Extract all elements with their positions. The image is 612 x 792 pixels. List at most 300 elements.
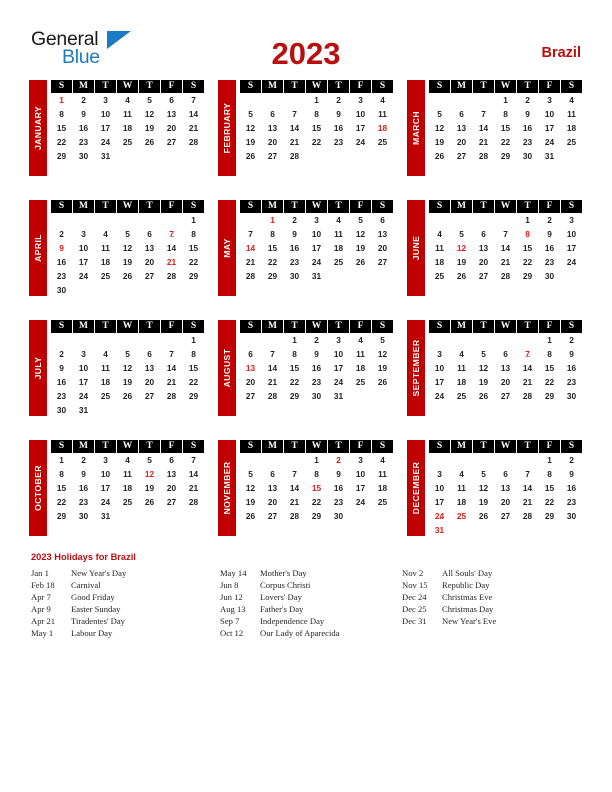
day-cell[interactable]: 25 <box>355 377 366 387</box>
day-cell[interactable]: 28 <box>188 137 199 147</box>
day-cell[interactable]: 31 <box>100 511 111 521</box>
day-cell[interactable]: 29 <box>289 391 300 401</box>
day-cell[interactable]: 12 <box>122 363 133 373</box>
day-cell[interactable]: 14 <box>166 243 177 253</box>
day-cell[interactable]: 8 <box>314 109 319 119</box>
day-cell[interactable]: 12 <box>478 483 489 493</box>
day-cell[interactable]: 13 <box>456 123 467 133</box>
day-cell[interactable]: 24 <box>566 257 577 267</box>
day-cell[interactable]: 5 <box>125 229 130 239</box>
day-cell[interactable]: 2 <box>569 455 574 465</box>
day-cell[interactable]: 16 <box>56 257 67 267</box>
day-cell[interactable]: 8 <box>547 469 552 479</box>
day-cell[interactable]: 16 <box>78 483 89 493</box>
day-cell[interactable]: 27 <box>500 511 511 521</box>
day-cell[interactable]: 1 <box>547 455 552 465</box>
day-cell[interactable]: 20 <box>267 497 278 507</box>
day-cell[interactable]: 14 <box>267 363 278 373</box>
day-cell[interactable]: 26 <box>122 391 133 401</box>
day-cell[interactable]: 12 <box>144 109 155 119</box>
day-cell[interactable]: 3 <box>314 215 319 225</box>
day-cell[interactable]: 26 <box>355 257 366 267</box>
day-cell[interactable]: 18 <box>355 363 366 373</box>
day-cell[interactable]: 5 <box>125 349 130 359</box>
day-cell[interactable]: 25 <box>100 271 111 281</box>
day-cell[interactable]: 20 <box>245 377 256 387</box>
day-cell[interactable]: 21 <box>166 257 177 267</box>
day-cell[interactable]: 28 <box>289 151 300 161</box>
day-cell[interactable]: 7 <box>503 229 508 239</box>
day-cell[interactable]: 27 <box>500 391 511 401</box>
day-cell[interactable]: 22 <box>544 377 555 387</box>
day-cell[interactable]: 25 <box>377 497 388 507</box>
day-cell[interactable]: 7 <box>169 229 174 239</box>
day-cell[interactable]: 10 <box>434 363 445 373</box>
day-cell[interactable]: 19 <box>122 377 133 387</box>
day-cell[interactable]: 24 <box>434 511 445 521</box>
day-cell[interactable]: 12 <box>377 349 388 359</box>
day-cell[interactable]: 21 <box>289 137 300 147</box>
day-cell[interactable]: 7 <box>169 349 174 359</box>
day-cell[interactable]: 13 <box>500 483 511 493</box>
day-cell[interactable]: 20 <box>377 243 388 253</box>
day-cell[interactable]: 12 <box>434 123 445 133</box>
day-cell[interactable]: 14 <box>289 123 300 133</box>
day-cell[interactable]: 21 <box>522 497 533 507</box>
day-cell[interactable]: 9 <box>336 469 341 479</box>
day-cell[interactable]: 8 <box>191 349 196 359</box>
day-cell[interactable]: 16 <box>333 123 344 133</box>
day-cell[interactable]: 30 <box>333 511 344 521</box>
day-cell[interactable]: 4 <box>358 335 363 345</box>
day-cell[interactable]: 13 <box>144 363 155 373</box>
day-cell[interactable]: 5 <box>358 215 363 225</box>
day-cell[interactable]: 19 <box>478 497 489 507</box>
day-cell[interactable]: 10 <box>566 229 577 239</box>
day-cell[interactable]: 8 <box>191 229 196 239</box>
day-cell[interactable]: 11 <box>123 109 132 119</box>
day-cell[interactable]: 17 <box>100 483 111 493</box>
day-cell[interactable]: 21 <box>166 377 177 387</box>
day-cell[interactable]: 15 <box>311 123 322 133</box>
day-cell[interactable]: 7 <box>270 349 275 359</box>
day-cell[interactable]: 30 <box>566 391 577 401</box>
day-cell[interactable]: 10 <box>544 109 555 119</box>
day-cell[interactable]: 24 <box>100 137 111 147</box>
day-cell[interactable]: 9 <box>81 109 86 119</box>
day-cell[interactable]: 5 <box>459 229 464 239</box>
day-cell[interactable]: 1 <box>314 95 319 105</box>
day-cell[interactable]: 10 <box>333 349 344 359</box>
day-cell[interactable]: 12 <box>456 243 467 253</box>
day-cell[interactable]: 14 <box>289 483 300 493</box>
day-cell[interactable]: 31 <box>434 525 445 535</box>
day-cell[interactable]: 1 <box>59 455 64 465</box>
day-cell[interactable]: 20 <box>144 257 155 267</box>
day-cell[interactable]: 4 <box>380 95 385 105</box>
day-cell[interactable]: 23 <box>333 137 344 147</box>
day-cell[interactable]: 24 <box>434 391 445 401</box>
day-cell[interactable]: 10 <box>311 229 322 239</box>
day-cell[interactable]: 4 <box>380 455 385 465</box>
day-cell[interactable]: 29 <box>544 391 555 401</box>
day-cell[interactable]: 25 <box>122 137 133 147</box>
day-cell[interactable]: 7 <box>481 109 486 119</box>
day-cell[interactable]: 20 <box>166 483 177 493</box>
day-cell[interactable]: 13 <box>144 243 155 253</box>
day-cell[interactable]: 11 <box>457 363 466 373</box>
day-cell[interactable]: 14 <box>500 243 511 253</box>
day-cell[interactable]: 21 <box>478 137 489 147</box>
day-cell[interactable]: 2 <box>336 455 341 465</box>
day-cell[interactable]: 28 <box>166 271 177 281</box>
day-cell[interactable]: 24 <box>544 137 555 147</box>
day-cell[interactable]: 27 <box>166 137 177 147</box>
day-cell[interactable]: 27 <box>478 271 489 281</box>
day-cell[interactable]: 11 <box>435 243 444 253</box>
day-cell[interactable]: 16 <box>333 483 344 493</box>
day-cell[interactable]: 22 <box>311 497 322 507</box>
day-cell[interactable]: 26 <box>245 511 256 521</box>
day-cell[interactable]: 7 <box>525 469 530 479</box>
day-cell[interactable]: 4 <box>459 469 464 479</box>
day-cell[interactable]: 2 <box>525 95 530 105</box>
day-cell[interactable]: 3 <box>547 95 552 105</box>
day-cell[interactable]: 5 <box>248 469 253 479</box>
day-cell[interactable]: 28 <box>478 151 489 161</box>
day-cell[interactable]: 19 <box>456 257 467 267</box>
day-cell[interactable]: 15 <box>56 483 67 493</box>
day-cell[interactable]: 1 <box>314 455 319 465</box>
day-cell[interactable]: 6 <box>147 349 152 359</box>
day-cell[interactable]: 6 <box>503 349 508 359</box>
day-cell[interactable]: 17 <box>78 377 89 387</box>
day-cell[interactable]: 23 <box>566 497 577 507</box>
day-cell[interactable]: 6 <box>147 229 152 239</box>
day-cell[interactable]: 14 <box>522 363 533 373</box>
day-cell[interactable]: 21 <box>289 497 300 507</box>
day-cell[interactable]: 15 <box>311 483 322 493</box>
day-cell[interactable]: 5 <box>248 109 253 119</box>
day-cell[interactable]: 29 <box>500 151 511 161</box>
day-cell[interactable]: 25 <box>456 391 467 401</box>
day-cell[interactable]: 25 <box>456 511 467 521</box>
day-cell[interactable]: 15 <box>289 363 300 373</box>
day-cell[interactable]: 2 <box>292 215 297 225</box>
day-cell[interactable]: 17 <box>434 497 445 507</box>
day-cell[interactable]: 16 <box>56 377 67 387</box>
day-cell[interactable]: 16 <box>544 243 555 253</box>
day-cell[interactable]: 29 <box>188 271 199 281</box>
day-cell[interactable]: 19 <box>122 257 133 267</box>
day-cell[interactable]: 1 <box>503 95 508 105</box>
day-cell[interactable]: 30 <box>56 285 67 295</box>
day-cell[interactable]: 16 <box>289 243 300 253</box>
day-cell[interactable]: 21 <box>245 257 256 267</box>
day-cell[interactable]: 4 <box>103 349 108 359</box>
day-cell[interactable]: 23 <box>311 377 322 387</box>
day-cell[interactable]: 22 <box>188 257 199 267</box>
day-cell[interactable]: 7 <box>191 455 196 465</box>
day-cell[interactable]: 26 <box>144 137 155 147</box>
day-cell[interactable]: 24 <box>355 137 366 147</box>
day-cell[interactable]: 10 <box>78 243 89 253</box>
day-cell[interactable]: 6 <box>270 469 275 479</box>
day-cell[interactable]: 27 <box>144 391 155 401</box>
day-cell[interactable]: 24 <box>78 391 89 401</box>
day-cell[interactable]: 29 <box>267 271 278 281</box>
day-cell[interactable]: 5 <box>481 349 486 359</box>
day-cell[interactable]: 6 <box>248 349 253 359</box>
day-cell[interactable]: 18 <box>100 257 111 267</box>
day-cell[interactable]: 15 <box>188 363 199 373</box>
day-cell[interactable]: 1 <box>191 335 196 345</box>
day-cell[interactable]: 16 <box>78 123 89 133</box>
day-cell[interactable]: 28 <box>289 511 300 521</box>
day-cell[interactable]: 1 <box>270 215 275 225</box>
day-cell[interactable]: 1 <box>292 335 297 345</box>
day-cell[interactable]: 5 <box>147 95 152 105</box>
day-cell[interactable]: 18 <box>333 243 344 253</box>
day-cell[interactable]: 6 <box>169 455 174 465</box>
day-cell[interactable]: 8 <box>314 469 319 479</box>
day-cell[interactable]: 20 <box>456 137 467 147</box>
day-cell[interactable]: 2 <box>314 335 319 345</box>
day-cell[interactable]: 9 <box>59 363 64 373</box>
day-cell[interactable]: 30 <box>311 391 322 401</box>
day-cell[interactable]: 21 <box>188 483 199 493</box>
day-cell[interactable]: 4 <box>103 229 108 239</box>
day-cell[interactable]: 13 <box>478 243 489 253</box>
day-cell[interactable]: 23 <box>522 137 533 147</box>
day-cell[interactable]: 9 <box>59 243 64 253</box>
day-cell[interactable]: 23 <box>544 257 555 267</box>
day-cell[interactable]: 22 <box>311 137 322 147</box>
day-cell[interactable]: 2 <box>59 229 64 239</box>
day-cell[interactable]: 29 <box>188 391 199 401</box>
day-cell[interactable]: 1 <box>191 215 196 225</box>
day-cell[interactable]: 13 <box>267 123 278 133</box>
day-cell[interactable]: 1 <box>547 335 552 345</box>
day-cell[interactable]: 13 <box>500 363 511 373</box>
day-cell[interactable]: 20 <box>478 257 489 267</box>
day-cell[interactable]: 28 <box>522 391 533 401</box>
day-cell[interactable]: 26 <box>478 391 489 401</box>
day-cell[interactable]: 26 <box>478 511 489 521</box>
day-cell[interactable]: 30 <box>566 511 577 521</box>
day-cell[interactable]: 3 <box>336 335 341 345</box>
day-cell[interactable]: 8 <box>503 109 508 119</box>
day-cell[interactable]: 10 <box>100 469 111 479</box>
day-cell[interactable]: 7 <box>248 229 253 239</box>
day-cell[interactable]: 25 <box>377 137 388 147</box>
day-cell[interactable]: 28 <box>500 271 511 281</box>
day-cell[interactable]: 28 <box>522 511 533 521</box>
day-cell[interactable]: 19 <box>434 137 445 147</box>
day-cell[interactable]: 5 <box>380 335 385 345</box>
day-cell[interactable]: 2 <box>59 349 64 359</box>
day-cell[interactable]: 2 <box>547 215 552 225</box>
day-cell[interactable]: 24 <box>100 497 111 507</box>
day-cell[interactable]: 9 <box>547 229 552 239</box>
day-cell[interactable]: 29 <box>56 511 67 521</box>
day-cell[interactable]: 1 <box>59 95 64 105</box>
day-cell[interactable]: 19 <box>478 377 489 387</box>
day-cell[interactable]: 6 <box>481 229 486 239</box>
day-cell[interactable]: 15 <box>544 363 555 373</box>
day-cell[interactable]: 9 <box>81 469 86 479</box>
day-cell[interactable]: 7 <box>525 349 530 359</box>
day-cell[interactable]: 18 <box>566 123 577 133</box>
day-cell[interactable]: 23 <box>566 377 577 387</box>
day-cell[interactable]: 27 <box>456 151 467 161</box>
day-cell[interactable]: 21 <box>267 377 278 387</box>
day-cell[interactable]: 24 <box>78 271 89 281</box>
day-cell[interactable]: 14 <box>478 123 489 133</box>
day-cell[interactable]: 9 <box>525 109 530 119</box>
day-cell[interactable]: 27 <box>267 151 278 161</box>
day-cell[interactable]: 11 <box>356 349 365 359</box>
day-cell[interactable]: 28 <box>188 497 199 507</box>
day-cell[interactable]: 22 <box>267 257 278 267</box>
day-cell[interactable]: 8 <box>59 109 64 119</box>
day-cell[interactable]: 24 <box>333 377 344 387</box>
day-cell[interactable]: 12 <box>144 469 155 479</box>
day-cell[interactable]: 31 <box>544 151 555 161</box>
day-cell[interactable]: 18 <box>377 123 388 133</box>
day-cell[interactable]: 6 <box>459 109 464 119</box>
day-cell[interactable]: 12 <box>245 483 256 493</box>
day-cell[interactable]: 28 <box>166 391 177 401</box>
day-cell[interactable]: 26 <box>245 151 256 161</box>
day-cell[interactable]: 2 <box>336 95 341 105</box>
day-cell[interactable]: 16 <box>566 483 577 493</box>
day-cell[interactable]: 9 <box>336 109 341 119</box>
day-cell[interactable]: 11 <box>457 483 466 493</box>
day-cell[interactable]: 31 <box>78 405 89 415</box>
day-cell[interactable]: 3 <box>103 455 108 465</box>
day-cell[interactable]: 26 <box>144 497 155 507</box>
day-cell[interactable]: 2 <box>81 95 86 105</box>
day-cell[interactable]: 5 <box>147 455 152 465</box>
day-cell[interactable]: 17 <box>311 243 322 253</box>
day-cell[interactable]: 10 <box>355 109 366 119</box>
day-cell[interactable]: 14 <box>245 243 256 253</box>
day-cell[interactable]: 22 <box>56 137 67 147</box>
day-cell[interactable]: 31 <box>333 391 344 401</box>
day-cell[interactable]: 12 <box>355 229 366 239</box>
day-cell[interactable]: 3 <box>81 229 86 239</box>
day-cell[interactable]: 19 <box>245 137 256 147</box>
day-cell[interactable]: 3 <box>81 349 86 359</box>
day-cell[interactable]: 10 <box>100 109 111 119</box>
day-cell[interactable]: 11 <box>334 229 343 239</box>
day-cell[interactable]: 9 <box>314 349 319 359</box>
day-cell[interactable]: 6 <box>270 109 275 119</box>
day-cell[interactable]: 23 <box>78 137 89 147</box>
day-cell[interactable]: 21 <box>522 377 533 387</box>
day-cell[interactable]: 8 <box>270 229 275 239</box>
day-cell[interactable]: 5 <box>481 469 486 479</box>
day-cell[interactable]: 15 <box>500 123 511 133</box>
day-cell[interactable]: 8 <box>292 349 297 359</box>
day-cell[interactable]: 27 <box>166 497 177 507</box>
day-cell[interactable]: 11 <box>101 363 110 373</box>
day-cell[interactable]: 17 <box>434 377 445 387</box>
day-cell[interactable]: 15 <box>544 483 555 493</box>
day-cell[interactable]: 3 <box>437 349 442 359</box>
day-cell[interactable]: 9 <box>292 229 297 239</box>
day-cell[interactable]: 3 <box>358 95 363 105</box>
day-cell[interactable]: 3 <box>103 95 108 105</box>
day-cell[interactable]: 24 <box>355 497 366 507</box>
day-cell[interactable]: 17 <box>355 483 366 493</box>
day-cell[interactable]: 24 <box>311 257 322 267</box>
day-cell[interactable]: 6 <box>503 469 508 479</box>
day-cell[interactable]: 21 <box>188 123 199 133</box>
day-cell[interactable]: 31 <box>100 151 111 161</box>
day-cell[interactable]: 15 <box>522 243 533 253</box>
day-cell[interactable]: 29 <box>56 151 67 161</box>
day-cell[interactable]: 3 <box>569 215 574 225</box>
day-cell[interactable]: 22 <box>544 497 555 507</box>
day-cell[interactable]: 12 <box>478 363 489 373</box>
day-cell[interactable]: 25 <box>122 497 133 507</box>
day-cell[interactable]: 14 <box>188 109 199 119</box>
day-cell[interactable]: 19 <box>144 483 155 493</box>
day-cell[interactable]: 11 <box>378 109 387 119</box>
day-cell[interactable]: 11 <box>378 469 387 479</box>
day-cell[interactable]: 13 <box>245 363 256 373</box>
day-cell[interactable]: 18 <box>122 123 133 133</box>
day-cell[interactable]: 18 <box>122 483 133 493</box>
day-cell[interactable]: 8 <box>525 229 530 239</box>
day-cell[interactable]: 18 <box>434 257 445 267</box>
day-cell[interactable]: 22 <box>188 377 199 387</box>
day-cell[interactable]: 17 <box>78 257 89 267</box>
day-cell[interactable]: 26 <box>122 271 133 281</box>
day-cell[interactable]: 23 <box>56 271 67 281</box>
day-cell[interactable]: 3 <box>437 469 442 479</box>
day-cell[interactable]: 26 <box>377 377 388 387</box>
day-cell[interactable]: 14 <box>166 363 177 373</box>
day-cell[interactable]: 14 <box>522 483 533 493</box>
day-cell[interactable]: 29 <box>522 271 533 281</box>
day-cell[interactable]: 13 <box>166 469 177 479</box>
day-cell[interactable]: 16 <box>522 123 533 133</box>
day-cell[interactable]: 23 <box>78 497 89 507</box>
day-cell[interactable]: 25 <box>566 137 577 147</box>
day-cell[interactable]: 17 <box>544 123 555 133</box>
day-cell[interactable]: 19 <box>245 497 256 507</box>
day-cell[interactable]: 18 <box>456 377 467 387</box>
day-cell[interactable]: 10 <box>78 363 89 373</box>
day-cell[interactable]: 9 <box>569 349 574 359</box>
day-cell[interactable]: 23 <box>289 257 300 267</box>
day-cell[interactable]: 16 <box>311 363 322 373</box>
day-cell[interactable]: 18 <box>377 483 388 493</box>
day-cell[interactable]: 9 <box>569 469 574 479</box>
day-cell[interactable]: 7 <box>191 95 196 105</box>
day-cell[interactable]: 4 <box>125 455 130 465</box>
day-cell[interactable]: 15 <box>267 243 278 253</box>
day-cell[interactable]: 4 <box>459 349 464 359</box>
day-cell[interactable]: 20 <box>500 497 511 507</box>
day-cell[interactable]: 11 <box>123 469 132 479</box>
day-cell[interactable]: 6 <box>169 95 174 105</box>
day-cell[interactable]: 13 <box>377 229 388 239</box>
day-cell[interactable]: 28 <box>267 391 278 401</box>
